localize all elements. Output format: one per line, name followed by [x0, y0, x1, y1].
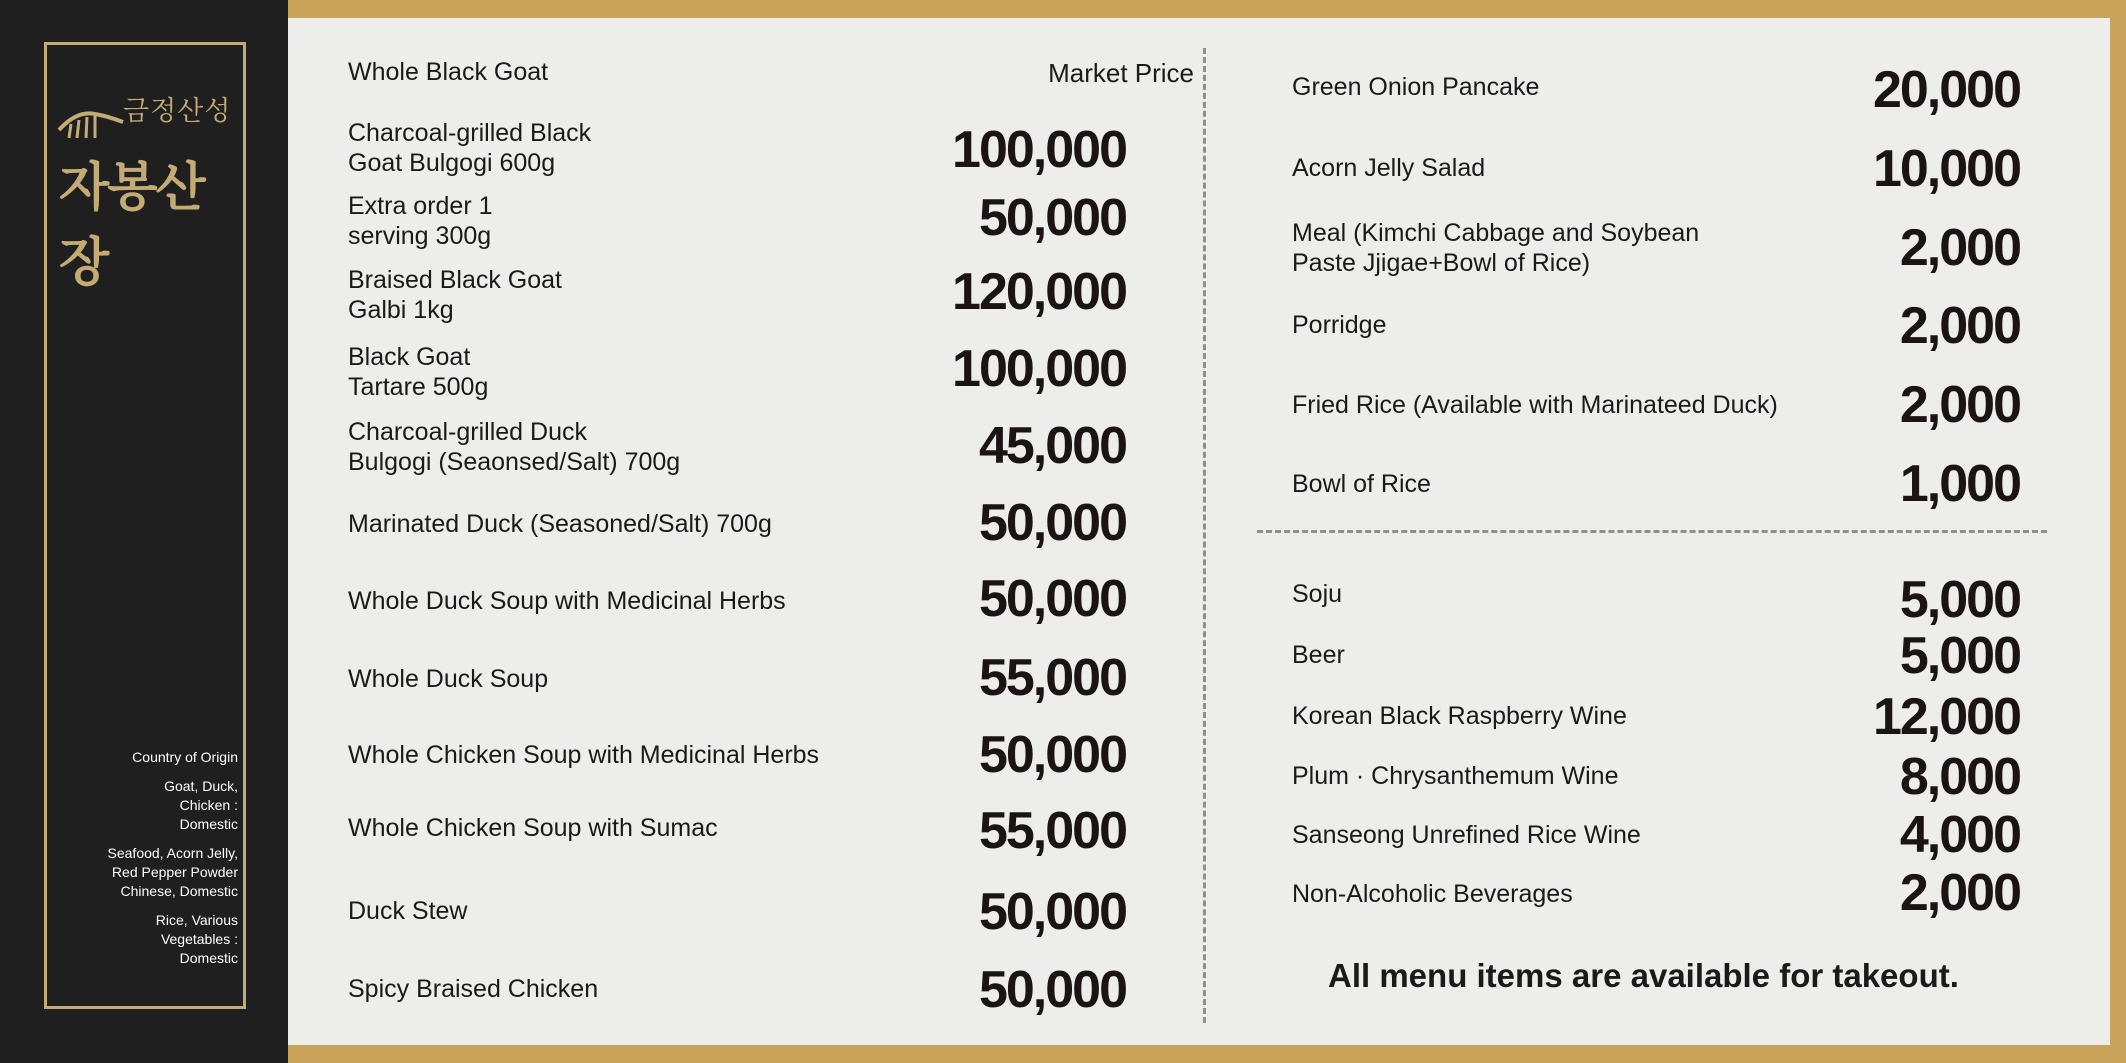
menu-item-price: 50,000	[978, 883, 1126, 941]
column-divider	[1203, 48, 1206, 1023]
sidebar	[0, 0, 288, 1063]
origin-line: Rice, Various	[155, 912, 238, 928]
menu-item-price: 55,000	[978, 802, 1126, 860]
menu-item-name: Charcoal-grilled Black Goat Bulgogi 600g	[348, 119, 592, 177]
menu-item-price: 2,000	[1899, 376, 2020, 434]
takeout-notice: All menu items are available for takeout.	[1328, 957, 1959, 994]
menu-item-price: 12,000	[1872, 688, 2020, 746]
menu-item-name: Green Onion Pancake	[1292, 73, 1540, 101]
menu-item-name: Spicy Braised Chicken	[348, 975, 599, 1003]
menu-item-price: 2,000	[1899, 864, 2020, 922]
menu-item-price: 50,000	[978, 726, 1126, 784]
menu-item-name: Extra order 1 serving 300g	[348, 192, 493, 250]
menu-header-price: Market Price	[1048, 58, 1194, 88]
origin-line: Domestic	[179, 816, 238, 832]
brand-name-small: 금정산성	[123, 96, 232, 127]
origin-line: Goat, Duck,	[164, 778, 238, 794]
menu-item-price: 2,000	[1899, 219, 2020, 277]
menu-item-price: 45,000	[978, 417, 1126, 475]
menu-item-price: 55,000	[978, 649, 1126, 707]
menu-item-name: Marinated Duck (Seasoned/Salt) 700g	[348, 510, 772, 538]
origin-line: Vegetables :	[160, 931, 238, 947]
menu-item-price: 100,000	[952, 340, 1126, 398]
origin-line: Chicken :	[179, 797, 238, 813]
menu-header-name: Whole Black Goat	[348, 58, 549, 86]
menu-item-price: 8,000	[1899, 748, 2020, 806]
country-of-origin	[38, 748, 238, 978]
menu-item-price: 4,000	[1899, 806, 2020, 864]
menu-item-price: 50,000	[978, 570, 1126, 628]
menu-item-name: Soju	[1292, 580, 1343, 608]
menu-item-price: 50,000	[978, 961, 1126, 1019]
mountain-icon	[57, 100, 127, 140]
origin-line: Domestic	[179, 950, 238, 966]
menu-item-price: 5,000	[1899, 571, 2020, 629]
menu-item-name: Fried Rice (Available with Marinateed Duck)	[1292, 391, 1778, 419]
menu-item-name: Charcoal-grilled Duck Bulgogi (Seaonsed/Salt) 700g	[348, 418, 681, 476]
brand-name-large: 자봉산장	[59, 157, 204, 293]
origin-group	[38, 777, 238, 834]
menu-item-name: Beer	[1292, 641, 1345, 669]
menu-item-name: Non-Alcoholic Beverages	[1292, 880, 1573, 908]
origin-line: Red Pepper Powder	[111, 864, 238, 880]
menu-item-name: Braised Black Goat Galbi 1kg	[348, 266, 562, 324]
menu-item-name: Plum · Chrysanthemum Wine	[1292, 762, 1619, 790]
menu-item-name: Whole Duck Soup	[348, 665, 549, 693]
menu-item-name: Porridge	[1292, 311, 1387, 339]
menu-item-name: Bowl of Rice	[1292, 470, 1431, 498]
menu-item-name: Black Goat Tartare 500g	[348, 343, 489, 401]
menu-item-name: Acorn Jelly Salad	[1292, 154, 1486, 182]
menu-item-name: Whole Duck Soup with Medicinal Herbs	[348, 587, 786, 615]
menu-item-price: 50,000	[978, 494, 1126, 552]
origin-line: Chinese, Domestic	[120, 883, 238, 899]
menu-item-price: 1,000	[1899, 455, 2020, 513]
menu-item-price: 100,000	[952, 121, 1126, 179]
origin-line: Seafood, Acorn Jelly,	[107, 845, 238, 861]
menu-item-price: 2,000	[1899, 297, 2020, 355]
menu-item-name: Korean Black Raspberry Wine	[1292, 702, 1627, 730]
menu-item-price: 20,000	[1872, 61, 2020, 119]
menu-item-name: Sanseong Unrefined Rice Wine	[1292, 821, 1641, 849]
origin-group	[38, 844, 238, 901]
menu-item-price: 5,000	[1899, 627, 2020, 685]
menu-item-name: Whole Chicken Soup with Medicinal Herbs	[348, 741, 820, 769]
menu-item-name: Whole Chicken Soup with Sumac	[348, 814, 718, 842]
menu-item-name: Meal (Kimchi Cabbage and Soybean Paste Jjigae+Bowl of Rice)	[1292, 219, 1700, 277]
menu-item-price: 10,000	[1872, 140, 2020, 198]
menu-item-name: Duck Stew	[348, 897, 468, 925]
section-divider	[1257, 530, 2047, 533]
menu-item-price: 120,000	[952, 263, 1126, 321]
origin-group	[38, 911, 238, 968]
origin-heading: Country of Origin	[132, 749, 238, 765]
menu-item-price: 50,000	[978, 189, 1126, 247]
